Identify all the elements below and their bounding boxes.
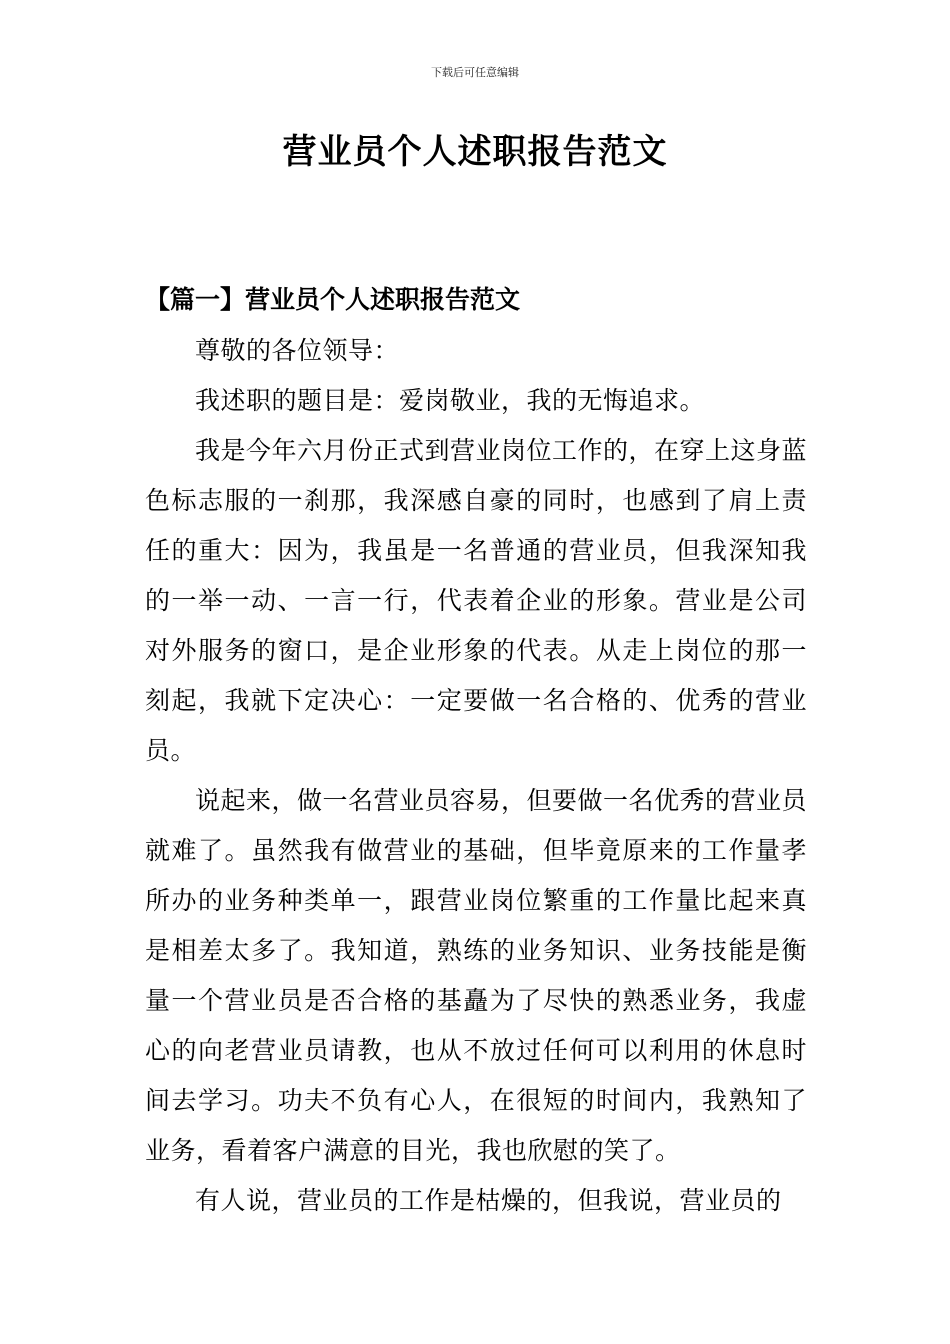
header-note: 下载后可任意编辑 bbox=[431, 66, 519, 79]
document-title: 营业员个人述职报告范文 bbox=[282, 132, 668, 172]
paragraph: 说起来，做一名营业员容易，但要做一名优秀的营业员就难了。虽然我有做营业的基础，但毕竟原来的工作量孝所办的业务种类单一，跟营业岗位繁重的工作量比起来真是相差太多了。我知道，熟练的业务知识、业务技能是衡量一个营业员是否合格的基矗为了尽快的熟悉业务，我虚心的向老营业员请教，也从不放过任何可以利用的休息时间去学习。功夫不负有心人，在很短的时间内，我熟知了业务，看着客户满意的目光，我也欣慰的笑了。 bbox=[145, 786, 808, 1165]
paragraph: 有人说，营业员的工作是枯燥的，但我说，营业员的 bbox=[195, 1186, 782, 1215]
paragraph: 我是今年六月份正式到营业岗位工作的，在穿上这身蓝色标志服的一刹那，我深感自豪的同时，也感到了肩上责任的重大：因为，我虽是一名普通的营业员，但我深知我的一举一动、一言一行，代表着企业的形象。营业是公司对外服务的窗口，是企业形象的代表。从走上岗位的那一刻起，我就下定决心：一定要做一名合格的、优秀的营业员。 bbox=[145, 436, 808, 765]
paragraph-salutation: 尊敬的各位领导： bbox=[195, 336, 400, 365]
document-body bbox=[145, 326, 807, 1226]
section-heading: 【篇一】营业员个人述职报告范文 bbox=[145, 285, 521, 314]
paragraph-topic: 我述职的题目是：爱岗敬业，我的无悔追求。 bbox=[195, 386, 706, 415]
